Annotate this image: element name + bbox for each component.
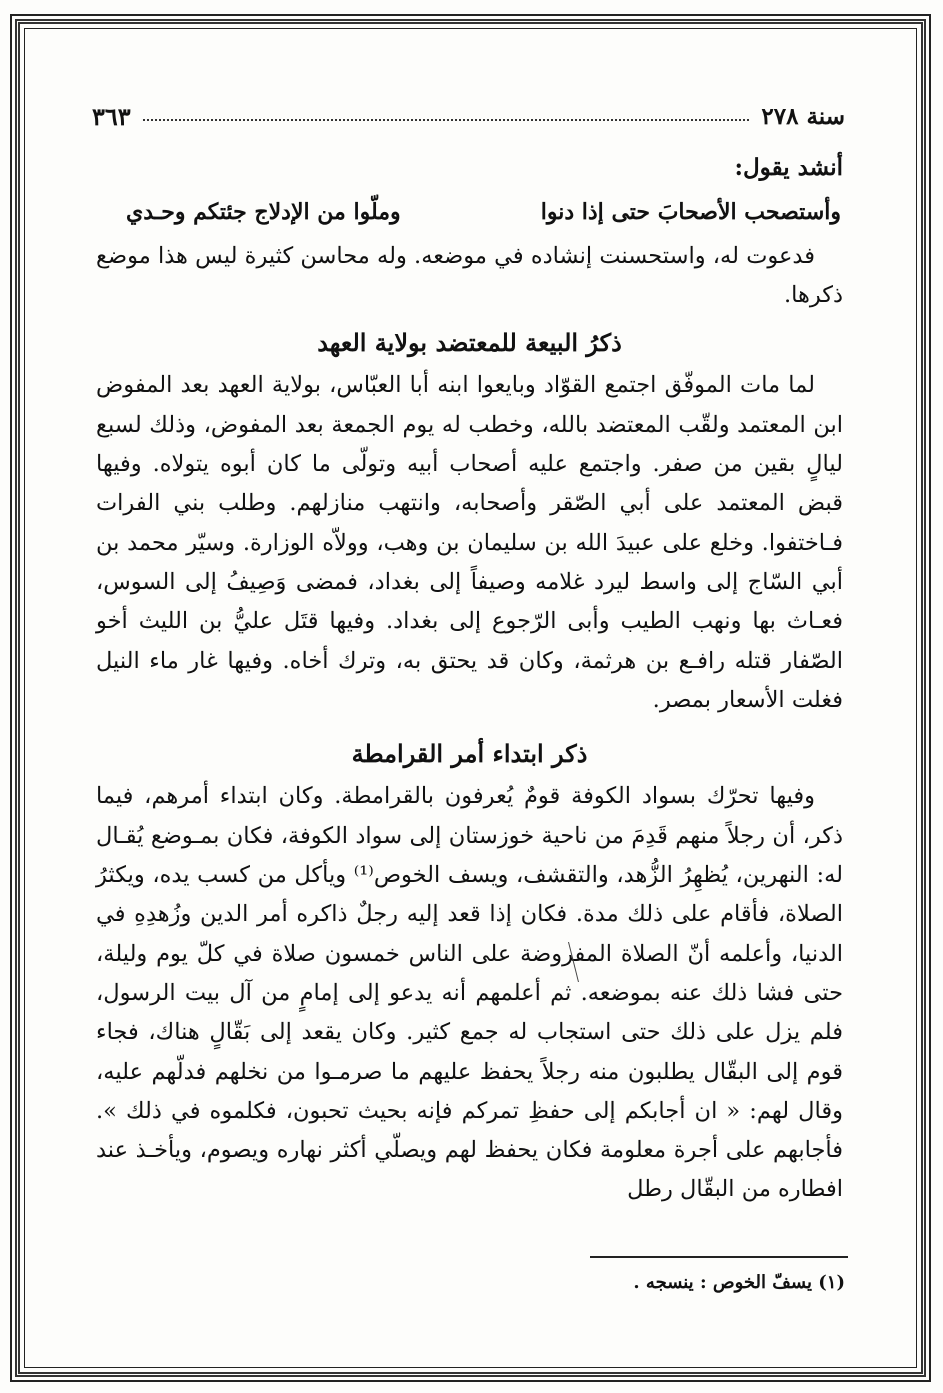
verse-first-half: وأستصحب الأصحابَ حتى إذا دنوا [540,199,841,226]
page-number: ٣٦٣ [92,101,131,131]
footnote-separator [590,1256,848,1258]
footnote: (١) يسفّ الخوص : ينسجه . [633,1272,845,1293]
section-heading-2: ذكر ابتداء أمر القرامطة [351,739,588,769]
paragraph-2: لما مات الموفّق اجتمع القوّاد وبايعوا ابنه أبا العبّاس، بولاية العهد بعد المفوض ابن المعتمد ولقّب المعتضد بالله، وخطب له يوم الجمعة بعد المفوض، وذلك لسبع ليالٍ بقين من صفر. واجتمع عليه أصحاب أبيه وتولّى ما كان أبوه يتولاه. وفيها قبض المعتمد على أبي الصّقر وأصحابه، وانتهب منازلهم. وطلب بني الفرات فـاختفوا. وخلع على عبيدَ الله بن سليمان بن وهب، وولاّه الوزارة. وسيّر محمد بن أبي السّاج إلى واسط ليرد غلامه وصيفاً إلى بغداد، فمضى وَصِيفُ إلى السوس، فعـاث بها ونهب الطيب وأبى الرّجوع إلى بغداد. وفيها قتَل عليُّ بن الليث أخو الصّفار قتله رافـع بن هرثمة، وكان قد يحتق به، وترك أخاه. وفيها غار ماء النيل فغلت الأسعار بمصر. [96,372,843,713]
header-dot-leader [143,119,750,121]
paragraph-1: فدعوت له، واستحسنت إنشاده في موضعه. وله محاسن كثيرة ليس هذا موضع ذكرها. [96,242,843,308]
section-heading-1: ذكرُ البيعة للمعتضد بولاية العهد [317,328,622,358]
verse-second-half: وملّوا من الإدلاج جئتكم وحـدي [126,199,401,226]
verse-intro: أنشد يقول: [734,154,843,181]
page-body [96,148,843,1210]
header-year: سنة ٢٧٨ [761,102,845,130]
running-header [92,98,845,134]
poetry-verse [96,187,843,236]
paragraph-3: وفيها تحرّك بسواد الكوفة قومٌ يُعرفون بالقرامطة. وكان ابتداء أمرهم، فيما ذكر، أن رجلاً منهم قَدِمَ من ناحية خوزستان إلى سواد الكوفة، فكان بمـوضع يُقـال له: النهرين، يُظهِرُ الزُّهد، والتقشف، ويسف الخوص⁽¹⁾ ويأكل من كسب يده، ويكثرُ الصلاة، فأقام على ذلك مدة. فكان إذا قعد إليه رجلٌ ذاكره أمر الدين وزُهدِهِ في الدنيا، وأعلمه أنّ الصلاة المفروضة على الناس خمسون صلاة في كلّ يوم وليلة، حتى فشا ذلك عنه بموضعه. ثم أعلمهم أنه يدعو إلى إمامٍ من آل بيت الرسول، فلم يزل على ذلك حتى استجاب له جمع كثير. وكان يقعد إلى بَقّالٍ هناك، فجاء قوم إلى البقّال يطلبون منه رجلاً يحفظ عليهم ما صرمـوا من نخلهم فدلّهم عليه، وقال لهم: « ان أجابكم إلى حفظِ تمركم فإنه بحيث تحبون، فكلموه في ذلك ». فأجابهم على أجرة معلومة فكان يحفظ لهم ويصلّي أكثر نهاره ويصوم، ويأخـذ عند افطاره من البقّال رطل [96,783,844,1203]
